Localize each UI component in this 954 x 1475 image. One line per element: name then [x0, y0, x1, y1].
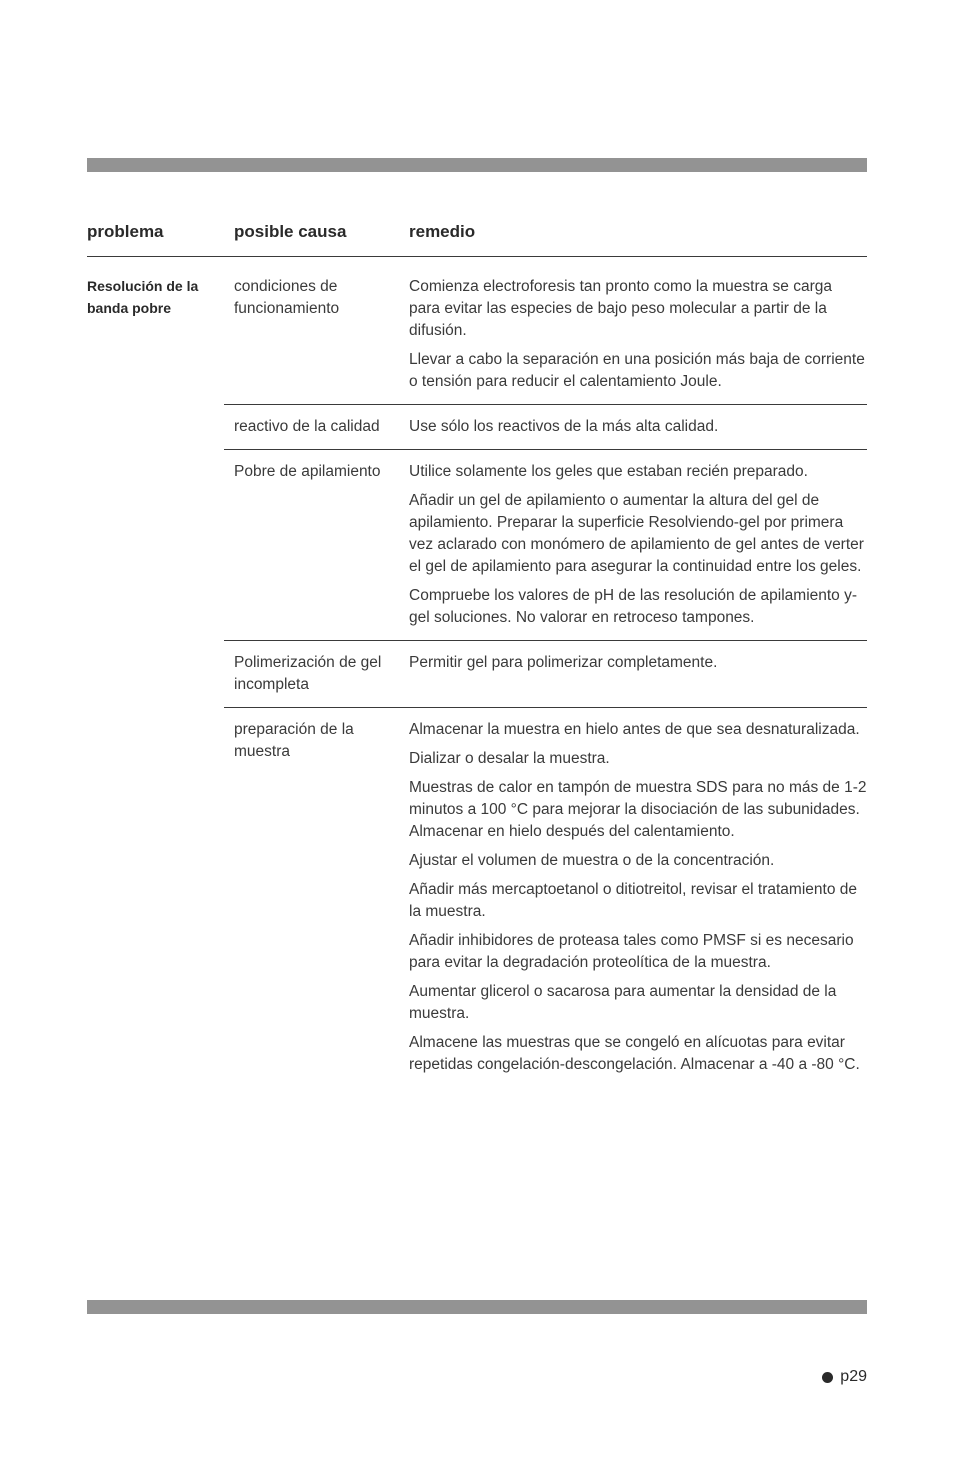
cause-cell: Pobre de apilamiento	[234, 463, 381, 480]
remedy-text: Utilice solamente los geles que estaban recién preparado.	[409, 463, 808, 480]
page-number: p29	[840, 1368, 867, 1385]
remedy-text: Añadir más mercaptoetanol o ditiotreitol, revisar el tratamiento de la muestra.	[409, 881, 857, 920]
bullet-icon	[822, 1372, 833, 1383]
remedy-text: Dializar o desalar la muestra.	[409, 750, 610, 767]
header-cause: posible causa	[234, 222, 347, 241]
cause-cell: Polimerización de gel incompleta	[234, 654, 382, 693]
remedy-cell	[409, 276, 867, 393]
remedy-cell	[409, 461, 867, 629]
remedy-text: Llevar a cabo la separación en una posición más baja de corriente o tensión para reducir el calentamiento Joule.	[409, 351, 865, 390]
page-footer	[822, 1368, 867, 1386]
remedy-text: Almacene las muestras que se congeló en alícuotas para evitar repetidas congelación-descongelación. Almacenar a -40 a -80 °C.	[409, 1034, 860, 1073]
top-divider-bar	[87, 158, 867, 172]
bottom-divider-bar	[87, 1300, 867, 1314]
remedy-text: Comienza electroforesis tan pronto como la muestra se carga para evitar las especies de bajo peso molecular a partir de la difusión.	[409, 278, 833, 339]
remedy-cell	[409, 416, 867, 438]
cause-cell: condiciones de funcionamiento	[234, 278, 340, 317]
table-row	[224, 276, 867, 405]
table-row	[224, 461, 867, 641]
remedy-text: Ajustar el volumen de muestra o de la concentración.	[409, 852, 775, 869]
remedy-text: Aumentar glicerol o sacarosa para aumentar la densidad de la muestra.	[409, 983, 837, 1022]
remedy-cell	[409, 652, 867, 696]
remedy-text: Permitir gel para polimerizar completamente.	[409, 654, 718, 671]
remedy-text: Almacenar la muestra en hielo antes de que sea desnaturalizada.	[409, 721, 860, 738]
header-remedy: remedio	[409, 222, 476, 241]
table-row	[224, 416, 867, 450]
table-body	[224, 276, 867, 1098]
cause-cell: preparación de la muestra	[234, 721, 354, 760]
remedy-text: Añadir inhibidores de proteasa tales como PMSF si es necesario para evitar la degradación proteolítica de la muestra.	[409, 932, 854, 971]
remedy-text: Use sólo los reactivos de la más alta calidad.	[409, 418, 719, 435]
table-row	[224, 652, 867, 708]
remedy-text: Añadir un gel de apilamiento o aumentar la altura del gel de apilamiento. Preparar la superficie Resolviendo-gel por primera vez aclarado con monómero de apilamiento de gel antes de verter el gel de apilamiento para asegurar la continuidad entre los geles.	[409, 492, 864, 575]
remedy-text: Muestras de calor en tampón de muestra SDS para no más de 1-2 minutos a 100 °C para mejorar la disociación de las subunidades. Almacenar en hielo después del calentamiento.	[409, 779, 867, 840]
table-header	[87, 222, 867, 257]
remedy-cell	[409, 719, 867, 1076]
cause-cell: reactivo de la calidad	[234, 418, 380, 435]
header-problem: problema	[87, 222, 164, 241]
problem-label: Resolución de la banda pobre	[87, 278, 199, 316]
table-row	[224, 719, 867, 1087]
remedy-text: Compruebe los valores de pH de las resolución de apilamiento y-gel soluciones. No valorar en retroceso tampones.	[409, 587, 858, 626]
